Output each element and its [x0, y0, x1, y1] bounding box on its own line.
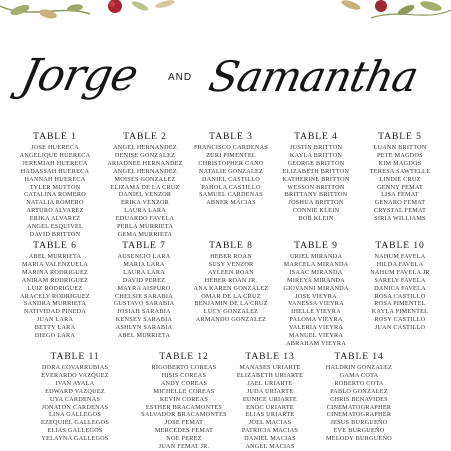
guest-name: LUIZ RODRIGUEZ [27, 284, 83, 292]
guest-name: NATIVIDAD PINEDA [23, 308, 87, 316]
guest-name: BRITTANY BRITTON [284, 191, 348, 199]
guest-name: ANGEL ESQUIVEL [26, 223, 84, 231]
guest-name: ANGEL HERNANDEZ [113, 144, 177, 151]
guest-name: CHRISTOPHER CANO [198, 159, 264, 167]
guest-name: ELIZABETH URIARTE [236, 371, 304, 379]
guest-name: ELIZAMA DE LA CRUZ [110, 183, 180, 191]
guest-name: EVERARDO VAZQUEZ [41, 371, 109, 379]
guest-name: JUAN FEMAT JR. [158, 443, 210, 451]
guest-name: AYLEEN ROAN [207, 268, 254, 276]
guest-name: ARTURO ALVAREZ [26, 207, 84, 215]
guest-name: CONNIE KLEIN [292, 207, 340, 215]
guest-name: FRANCISCO CARDENAS [193, 144, 269, 151]
guest-name: JONATON CARDENAS [41, 403, 109, 411]
guest-name: PAHOLA CASTILLO [201, 183, 261, 191]
table-title: TABLE 6 [33, 240, 77, 251]
guest-name: ARMANDO GONZALEZ [195, 316, 267, 324]
guest-name: JOSHUA BRITTON [288, 199, 344, 207]
guest-name: ERIKA ALVAREZ [29, 215, 81, 223]
table-title: TABLE 3 [209, 131, 253, 142]
guest-name: LAURA LARA [123, 268, 165, 276]
guest-name: DANIEL VENZOR [118, 191, 172, 199]
guest-name: KAYLA BRITTON [289, 151, 343, 159]
guest-name: WESSON BRITTON [287, 183, 345, 191]
guest-name: NATALIA ROMERO [26, 199, 84, 207]
guest-name: LINA GALLEGOS [49, 411, 101, 419]
table-title: TABLE 4 [294, 131, 338, 142]
guest-name: VANESSA VIEYRA [288, 300, 344, 308]
guest-name: ENOC URIARTE [246, 403, 294, 411]
guest-name: MICHELLE COREAS [153, 387, 215, 395]
guest-name: MARIA LARA [123, 260, 165, 268]
guest-name: SALVADOR BRACAMONTES [141, 411, 227, 419]
guest-name: ABNER MACIAS [206, 199, 256, 207]
guest-name: ARIADNEE HERNANDEZ [107, 159, 183, 167]
guest-name: EDWARD VAZQUEZ [45, 387, 105, 395]
guest-name: PATRICIA MACIAS [241, 427, 299, 435]
table-title: TABLE 8 [209, 240, 253, 251]
guest-name: MERCEDES FEMAT [154, 427, 214, 435]
guest-name: BENJAMIN DE LA CRUZ [194, 300, 268, 308]
guest-name: CRYSTAL FEMAT [373, 207, 427, 215]
guest-name: ISAAC MIRANDA [289, 268, 343, 276]
guest-name: HEBER ROAN JR. [204, 276, 258, 284]
guest-name: KAYLA PIMENTEL [371, 308, 429, 316]
guest-name: DORA COVARRUBIAS [41, 364, 109, 371]
guest-name: MIREYA MIRANDA [287, 276, 345, 284]
table-block [266, 240, 366, 348]
guest-name: GENARO FEMAT [374, 199, 426, 207]
guest-name: PERLA MURRIETA [116, 223, 174, 231]
guest-name: ZURI PIMENTEL [206, 151, 256, 159]
guest-name: EZEQUIEL GALLEGOS [40, 419, 110, 427]
guest-name: NOE PEREZ [166, 435, 202, 443]
guest-name: HANNAH HUERECA [24, 175, 86, 183]
guest-name: EVE BURGUEÑO [333, 427, 385, 435]
guest-name: GEORGE BRITTON [287, 159, 345, 167]
guest-name: LUCY GONZALEZ [203, 308, 259, 316]
guest-name: DANIEL MACIAS [244, 435, 296, 443]
guest-name: KIM MAGDOS [378, 159, 422, 167]
guest-name: GENNY FEMAT [376, 183, 423, 191]
table-title: TABLE 10 [375, 240, 425, 251]
guest-name: URIEL MIRANDA [289, 253, 343, 260]
guest-name: DIEGO LARA [34, 332, 76, 340]
guest-name: JAEL URIARTE [247, 379, 293, 387]
guest-name: ABRAHAM VIEYRA [286, 339, 346, 347]
guest-name: JOSE VIEYRA [295, 292, 337, 300]
guest-name: CINEMATOGRAPHER [326, 403, 392, 411]
table-title: TABLE 14 [334, 351, 384, 362]
guest-name: MAYRA AISPURO [117, 284, 171, 292]
guest-name: PALOMA VIEYRA [289, 316, 343, 324]
guest-list [266, 253, 366, 348]
guest-name: BETTY LARA [34, 324, 76, 332]
guest-name: SARELY FAVELA [374, 276, 426, 284]
guest-name: SANDRA MURRIETA [23, 300, 87, 308]
guest-name: IHELLE VIEYRA [291, 308, 341, 316]
guest-name: DANIEL CASTILLO [202, 175, 260, 183]
guest-name: JOSE FEMAT [164, 419, 204, 427]
table-block [5, 131, 105, 239]
guest-name: VALERIA VIEYRA [288, 324, 344, 332]
guest-list [306, 364, 412, 443]
guest-name: MANASES URIARTE [239, 364, 301, 371]
guest-name: SIRIA WILLIAMS [374, 215, 426, 223]
guest-name: HALDRIN GONZALEZ [325, 364, 393, 371]
guest-name: ERIKA VENZOR [120, 199, 170, 207]
table-title: TABLE 7 [122, 240, 166, 251]
table-title: TABLE 13 [245, 351, 295, 362]
guest-name: ESTHER BRACAMONTES [145, 403, 223, 411]
guest-name: RIGOBERTO COREAS [151, 364, 217, 371]
guest-name: MELODY BURGUEÑO [326, 435, 392, 443]
groom-name: Jorge [16, 50, 142, 101]
guest-name: ANA KAREN GONZALEZ [193, 284, 269, 292]
guest-name: ROBERTO COTA [334, 379, 384, 387]
guest-name: MARIA VALENZUELA [21, 260, 89, 268]
guest-name: ANGELIQUE HUERECA [19, 151, 91, 159]
guest-name: ARACELY RODRIGUEZ [20, 292, 90, 300]
guest-name: PABLO GONZALEZ [330, 387, 388, 395]
guest-name: ASHLYN SARABIA [115, 324, 173, 332]
guest-name: HISIS COREAS [161, 371, 207, 379]
guest-name: YELAYNA GALLEGOS [41, 435, 109, 443]
guest-name: MARINA RODRIGUEZ [21, 268, 89, 276]
guest-name: GEMA MURRIETA [117, 230, 173, 238]
guest-name: GUSTAVO SARABIA [113, 300, 175, 308]
table-block [352, 131, 448, 223]
guest-list [266, 144, 366, 223]
table-title: TABLE 12 [159, 351, 209, 362]
table-block [94, 240, 194, 340]
guest-name: CHELSIE SARABIA [115, 292, 173, 300]
guest-name: ABEL MURRIETA [28, 253, 82, 260]
guest-name: SUSY VENZOR [208, 260, 254, 268]
guest-name: BOB KLEIN [298, 215, 334, 223]
guest-name: UYA CARDENAS [49, 395, 101, 403]
guest-name: SAMUEL CARDENAS [199, 191, 263, 199]
guest-name: KATHERINE BRITTON [282, 175, 350, 183]
guest-name: TERESA SAWTELLE [369, 167, 431, 175]
guest-name: NAHUM FAVELA JR [370, 268, 430, 276]
guest-name: ROSA CASTILLO [374, 292, 426, 300]
guest-name: CINEMATOGRAPHER [326, 411, 392, 419]
table-block [266, 131, 366, 223]
guest-name: MOISES GONZALEZ [114, 175, 176, 183]
guest-name: GIOVANNI MIRANDA [283, 284, 349, 292]
guest-name: CATALINA ROMERO [24, 191, 86, 199]
guest-name: HEBER ROAN [210, 253, 252, 260]
guest-name: JUSTIN BRITTON [289, 144, 343, 151]
guest-name: DAVID BRITTON [29, 230, 81, 238]
guest-name: KENSEY SARABIA [115, 316, 173, 324]
guest-name: EDUARDO FAVELA [115, 215, 175, 223]
table-title: TABLE 5 [378, 131, 422, 142]
guest-name: LUANN BRITTON [373, 144, 427, 151]
guest-name: HILDA FAVELA [376, 260, 424, 268]
guest-name: MANUEL VIEYRA [288, 332, 344, 340]
table-title: TABLE 1 [33, 131, 77, 142]
guest-name: ANDY COREAS [160, 379, 208, 387]
guest-name: JOSIAH SARABIA [117, 308, 171, 316]
guest-name: IVAN AYALA [55, 379, 95, 387]
guest-list [5, 253, 105, 340]
guest-name: OMAR DE LA CRUZ [201, 292, 261, 300]
guest-name: KEVIN COREAS [159, 395, 209, 403]
guest-name: ELIZABETH BRITTON [282, 167, 350, 175]
guest-name: HADASSAH HUERECA [20, 167, 90, 175]
guest-name: NATALIE GONZALEZ [198, 167, 264, 175]
table-block [306, 351, 412, 443]
guest-name: ANGEL HERNANDEZ [113, 167, 177, 175]
guest-name: MARCELA MIRANDA [283, 260, 349, 268]
guest-name: ELIAS GALLEGOS [47, 427, 103, 435]
guest-name: DENISE GONZALEZ [114, 151, 176, 159]
table-title: TABLE 2 [123, 131, 167, 142]
guest-list [22, 364, 128, 443]
guest-name: EUNICE URIARTE [242, 395, 298, 403]
guest-name: PETE MAGDOS [377, 151, 423, 159]
guest-list [94, 253, 194, 340]
guest-name: ANGEL MACIAS [245, 443, 295, 451]
guest-name: CHRIS BENAVIDES [330, 395, 388, 403]
guest-name: JUAN CASTILLO [374, 324, 426, 332]
guest-name: JUDA URIARTE [246, 387, 294, 395]
guest-list [352, 144, 448, 223]
guest-name: JUAN LARA [36, 316, 74, 324]
guest-name: ROSA PIMENTEL [374, 300, 426, 308]
guest-name: ELIAS URIARTE [245, 411, 295, 419]
guest-name: JEREMIAH HUERECA [22, 159, 88, 167]
table-block [22, 351, 128, 443]
table-block [5, 240, 105, 340]
table-block [352, 240, 448, 332]
guest-name: JOSE HUERECA [31, 144, 79, 151]
table-title: TABLE 9 [294, 240, 338, 251]
guest-name: ROSY CASTILLO [374, 316, 426, 324]
guest-name: JOEL MACIAS [248, 419, 292, 427]
guest-name: NAHUM FAVELA [374, 253, 426, 260]
guest-list [5, 144, 105, 239]
guest-name: DAVID PEREZ [122, 276, 166, 284]
and-word: AND [168, 72, 193, 83]
guest-name: AUSENCIO LARA [117, 253, 171, 260]
guest-name: LINDIE CRUZ [379, 175, 421, 183]
guest-name: ANIRAM RODRIGUEZ [21, 276, 89, 284]
guest-name: LISA FEMAT [381, 191, 419, 199]
guest-list [352, 253, 448, 332]
guest-name: TYLER MUTTON [29, 183, 81, 191]
guest-name: LAURA LARA [124, 207, 166, 215]
table-title: TABLE 11 [50, 351, 100, 362]
guest-name: ABEL MURRIETA [117, 332, 171, 340]
guest-name: DANICA FAVELA [374, 284, 426, 292]
guest-name: GAMA COTA [339, 371, 379, 379]
guest-name: JESUS BURGUEÑO [330, 419, 388, 427]
bride-name: Samantha [204, 52, 422, 101]
